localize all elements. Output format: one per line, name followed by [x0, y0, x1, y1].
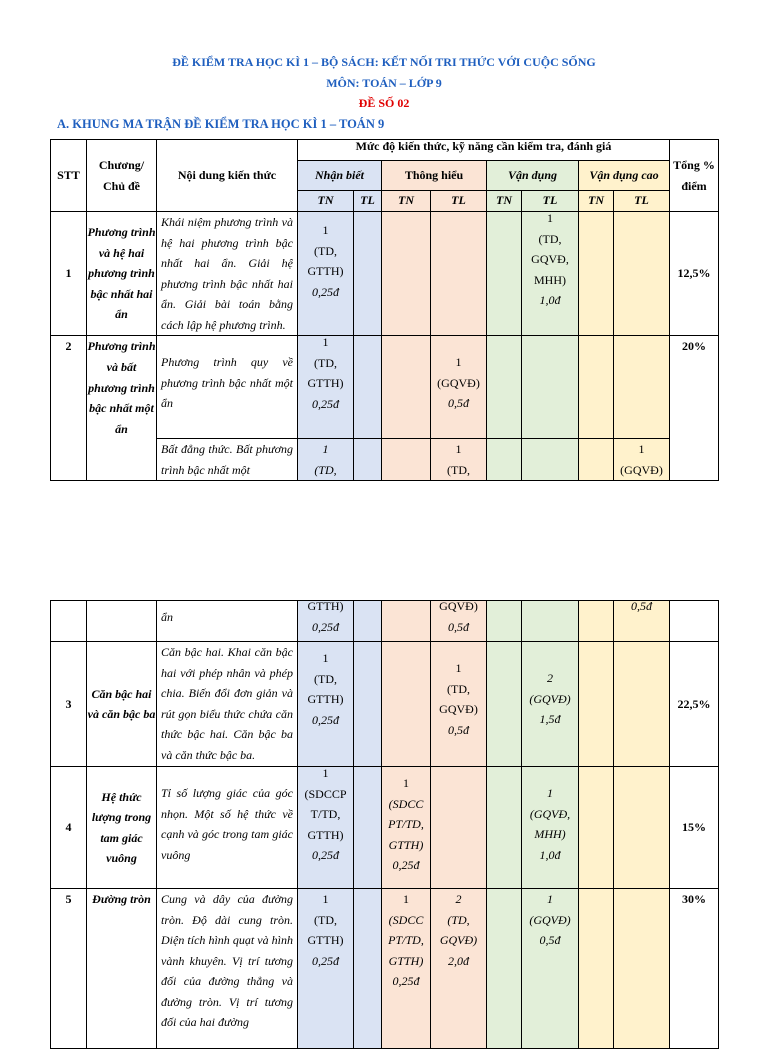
doc-title: ĐỀ KIỂM TRA HỌC KÌ 1 – BỘ SÁCH: KẾT NỐI TRI THỨC VỚI CUỘC SỐNG: [172, 55, 596, 69]
cell-nb-tn: GTTH) 0,25đ: [298, 601, 354, 642]
table-row: [51, 601, 719, 642]
row-chapter: Phương trình và hệ hai phương trình bậc nhất hai ẩn: [87, 212, 157, 336]
row-chapter: Phương trình và bất phương trình bậc nhất một ẩn: [87, 336, 157, 481]
table-row: [51, 767, 719, 889]
header-th-tl: TL: [431, 191, 487, 212]
table-row: [51, 336, 719, 439]
header-vd-tl: TL: [522, 191, 579, 212]
table-row: [51, 212, 719, 336]
header-nb-tl: TL: [354, 191, 382, 212]
cell-vdc-tl: 0,5đ: [614, 601, 670, 642]
cell-vdc-tl: 1 (GQVĐ): [614, 439, 670, 481]
header-van-dung-cao: Vận dụng cao: [579, 161, 670, 191]
cell-nb-tn: 1 (TD,: [298, 439, 354, 481]
cell-nb-tn: 1 (TD, GTTH) 0,25đ: [298, 336, 354, 439]
table-row: [51, 889, 719, 1049]
row-content: ẩn: [157, 601, 298, 642]
header-th-tn: TN: [382, 191, 431, 212]
row-total: 20%: [670, 336, 719, 481]
matrix-table-page2: [50, 600, 719, 1049]
header-content: Nội dung kiến thức: [157, 140, 298, 212]
row-total: 15%: [670, 767, 719, 889]
cell-nb-tn: 1 (TD, GTTH) 0,25đ: [298, 642, 354, 767]
row-content: Tỉ số lượng giác của góc nhọn. Một số hệ thức về cạnh và góc trong tam giác vuông: [157, 767, 298, 889]
doc-subject: MÔN: TOÁN – LỚP 9: [326, 76, 442, 90]
cell-th-tl: 1 (TD,: [431, 439, 487, 481]
row-content: Căn bậc hai. Khai căn bậc hai với phép nhân và phép chia. Biến đổi đơn giản và rút gọn biểu thức chứa căn thức bậc hai. Căn bậc ba và căn thức bậc ba.: [157, 642, 298, 767]
cell-nb-tn: 1 (TD, GTTH) 0,25đ: [298, 212, 354, 336]
cell-th-tl: GQVĐ) 0,5đ: [431, 601, 487, 642]
matrix-table-page1: [50, 139, 719, 481]
header-total: Tổng % điểm: [670, 140, 719, 212]
table-row: [51, 642, 719, 767]
header-stt: STT: [51, 140, 87, 212]
section-a-heading: A. KHUNG MA TRẬN ĐỀ KIỂM TRA HỌC KÌ 1 – TOÁN 9: [57, 117, 385, 131]
row-stt: 1: [51, 212, 87, 336]
cell-vd-tl: 1 (GQVĐ) 0,5đ: [522, 889, 579, 1049]
header-nb-tn: TN: [298, 191, 354, 212]
cell-th-tn: 1 (SDCC PT/TD, GTTH) 0,25đ: [382, 767, 431, 889]
cell-vd-tl: 1 (TD, GQVĐ, MHH) 1,0đ: [522, 212, 579, 336]
row-content: Khái niệm phương trình và hệ hai phương trình bậc nhất hai ẩn. Giải hệ phương trình bậc nhất hai ẩn. Giải bài toán bằng cách lập hệ phương trình.: [157, 212, 298, 336]
row-chapter: Đường tròn: [87, 889, 157, 1049]
header-vdc-tl: TL: [614, 191, 670, 212]
row-stt: 4: [51, 767, 87, 889]
cell-th-tn: 1 (SDCC PT/TD, GTTH) 0,25đ: [382, 889, 431, 1049]
header-chapter: Chương/ Chủ đề: [87, 140, 157, 212]
row-content: Bất đẳng thức. Bất phương trình bậc nhất một: [157, 439, 298, 481]
row-content: Phương trình quy về phương trình bậc nhất một ẩn: [157, 336, 298, 439]
cell-nb-tn: 1 (TD, GTTH) 0,25đ: [298, 889, 354, 1049]
header-vdc-tn: TN: [579, 191, 614, 212]
row-total: 22,5%: [670, 642, 719, 767]
cell-vd-tl: 1 (GQVĐ, MHH) 1,0đ: [522, 767, 579, 889]
doc-exam-number: ĐỀ SỐ 02: [358, 96, 410, 110]
header-level: Mức độ kiến thức, kỹ năng cần kiểm tra, đánh giá: [298, 140, 670, 161]
row-chapter: Căn bậc hai và căn bậc ba: [87, 642, 157, 767]
header-van-dung: Vận dụng: [487, 161, 579, 191]
row-total: 12,5%: [670, 212, 719, 336]
header-thong-hieu: Thông hiểu: [382, 161, 487, 191]
row-total: 30%: [670, 889, 719, 1049]
cell-nb-tn: 1 (SDCCP T/TD, GTTH) 0,25đ: [298, 767, 354, 889]
header-nhan-biet: Nhận biết: [298, 161, 382, 191]
cell-vd-tl: 2 (GQVĐ) 1,5đ: [522, 642, 579, 767]
cell-th-tl: 2 (TD, GQVĐ) 2,0đ: [431, 889, 487, 1049]
cell-th-tl: 1 (GQVĐ) 0,5đ: [431, 336, 487, 439]
row-content: Cung và dây của đường tròn. Độ dài cung tròn. Diện tích hình quạt và hình vành khuyên. Vị trí tương đối của đường thẳng và đường tròn. Vị trí tương đối của hai đường: [157, 889, 298, 1049]
row-chapter: Hệ thức lượng trong tam giác vuông: [87, 767, 157, 889]
row-stt: 5: [51, 889, 87, 1049]
row-stt: 3: [51, 642, 87, 767]
cell-th-tl: 1 (TD, GQVĐ) 0,5đ: [431, 642, 487, 767]
row-stt: 2: [51, 336, 87, 481]
header-vd-tn: TN: [487, 191, 522, 212]
